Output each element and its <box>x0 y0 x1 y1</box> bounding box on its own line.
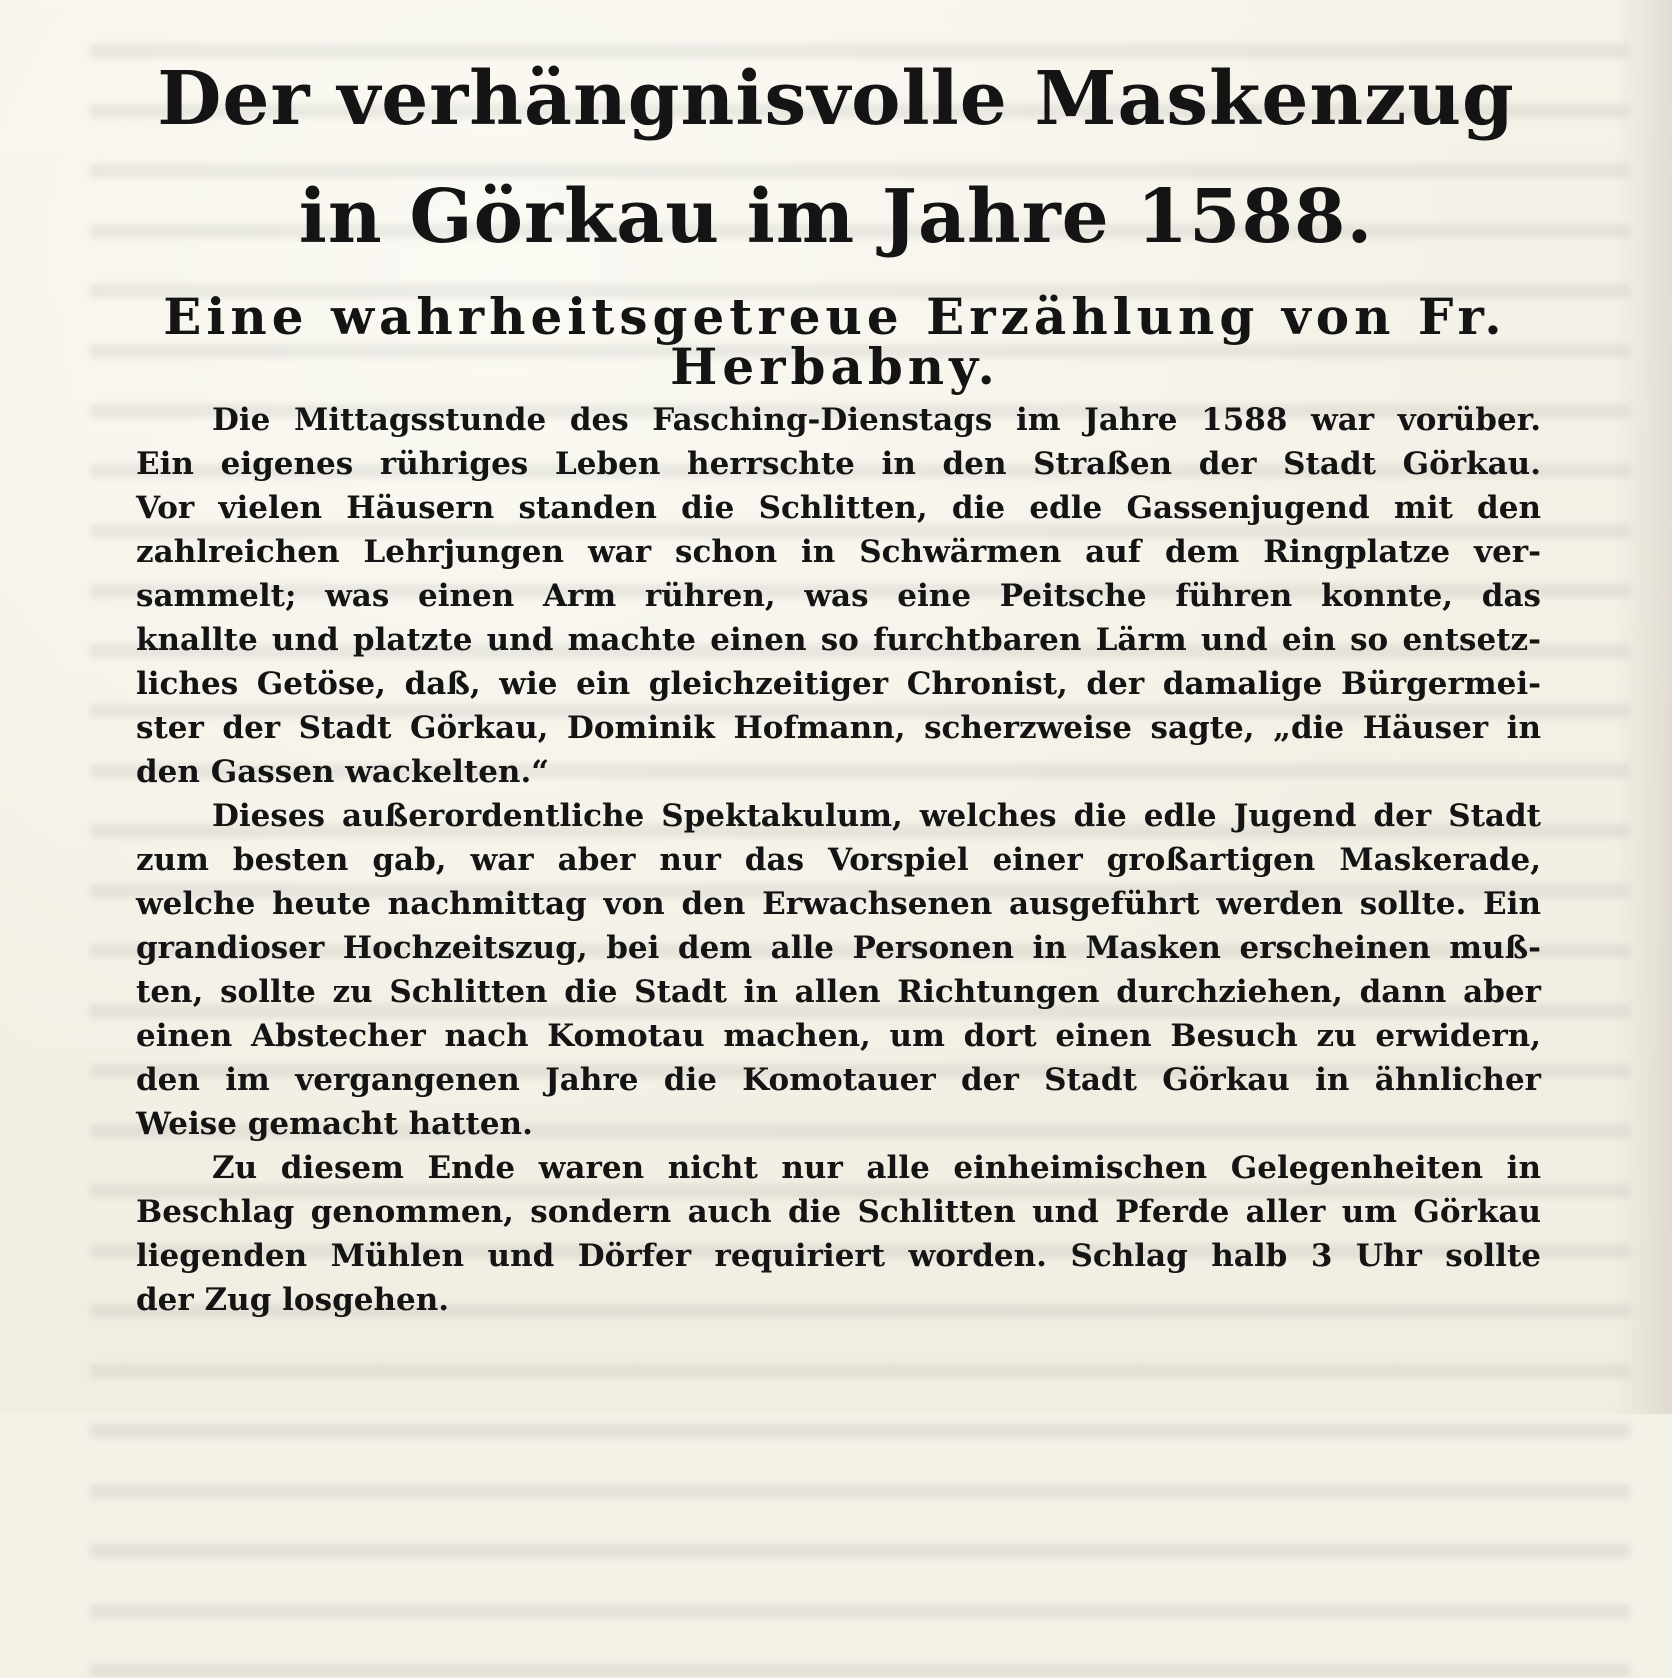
text-line: Zu diesem Ende waren nicht nur alle einheimischen Gelegenheiten in <box>212 1150 1541 1186</box>
title-line-2: in Görkau im Jahre 1588. <box>298 174 1374 260</box>
text-line: den im vergangenen Jahre die Komotauer der Stadt Görkau in ähnlicher <box>136 1062 1541 1098</box>
text-line: ster der Stadt Görkau, Dominik Hofmann, scherzweise sagte, „die Häuser in <box>136 710 1541 746</box>
text-line: der Zug losgehen. <box>136 1282 450 1318</box>
text-line: Ein eigenes rühriges Leben herrschte in den Straßen der Stadt Görkau. <box>136 446 1541 482</box>
title-line-1: Der verhängnisvolle Maskenzug <box>157 56 1515 142</box>
text-line: einen Abstecher nach Komotau machen, um dort einen Besuch zu erwidern, <box>136 1018 1541 1054</box>
text-line: grandioser Hochzeitszug, bei dem alle Personen in Masken erscheinen muß- <box>136 930 1541 966</box>
text-line: Die Mittagsstunde des Fasching-Dienstags im Jahre 1588 war vorüber. <box>212 402 1541 438</box>
text-line: den Gassen wackelten.“ <box>136 754 550 790</box>
text-line: Weise gemacht hatten. <box>136 1106 533 1142</box>
body-text <box>136 398 1541 1322</box>
text-line: Beschlag genommen, sondern auch die Schlitten und Pferde aller um Görkau <box>136 1194 1541 1230</box>
text-line: Vor vielen Häusern standen die Schlitten, die edle Gassenjugend mit den <box>136 490 1541 526</box>
text-line: welche heute nachmittag von den Erwachsenen ausgeführt werden sollte. Ein <box>136 886 1541 922</box>
text-line: knallte und platzte und machte einen so furchtbaren Lärm und ein so entsetz- <box>136 622 1541 658</box>
subtitle: Eine wahrheitsgetreue Erzählung von Fr. Herbabny. <box>163 287 1507 396</box>
text-line: liegenden Mühlen und Dörfer requiriert worden. Schlag halb 3 Uhr sollte <box>136 1238 1541 1274</box>
text-line: zahlreichen Lehrjungen war schon in Schwärmen auf dem Ringplatze ver- <box>136 534 1541 570</box>
text-line: zum besten gab, war aber nur das Vorspiel einer großartigen Maskerade, <box>136 842 1541 878</box>
text-line: sammelt; was einen Arm rühren, was eine Peitsche führen konnte, das <box>136 578 1541 614</box>
text-line: liches Getöse, daß, wie ein gleichzeitiger Chronist, der damalige Bürgermei- <box>136 666 1541 702</box>
text-line: ten, sollte zu Schlitten die Stadt in allen Richtungen durchziehen, dann aber <box>136 974 1541 1010</box>
text-line: Dieses außerordentliche Spektakulum, welches die edle Jugend der Stadt <box>212 798 1541 834</box>
